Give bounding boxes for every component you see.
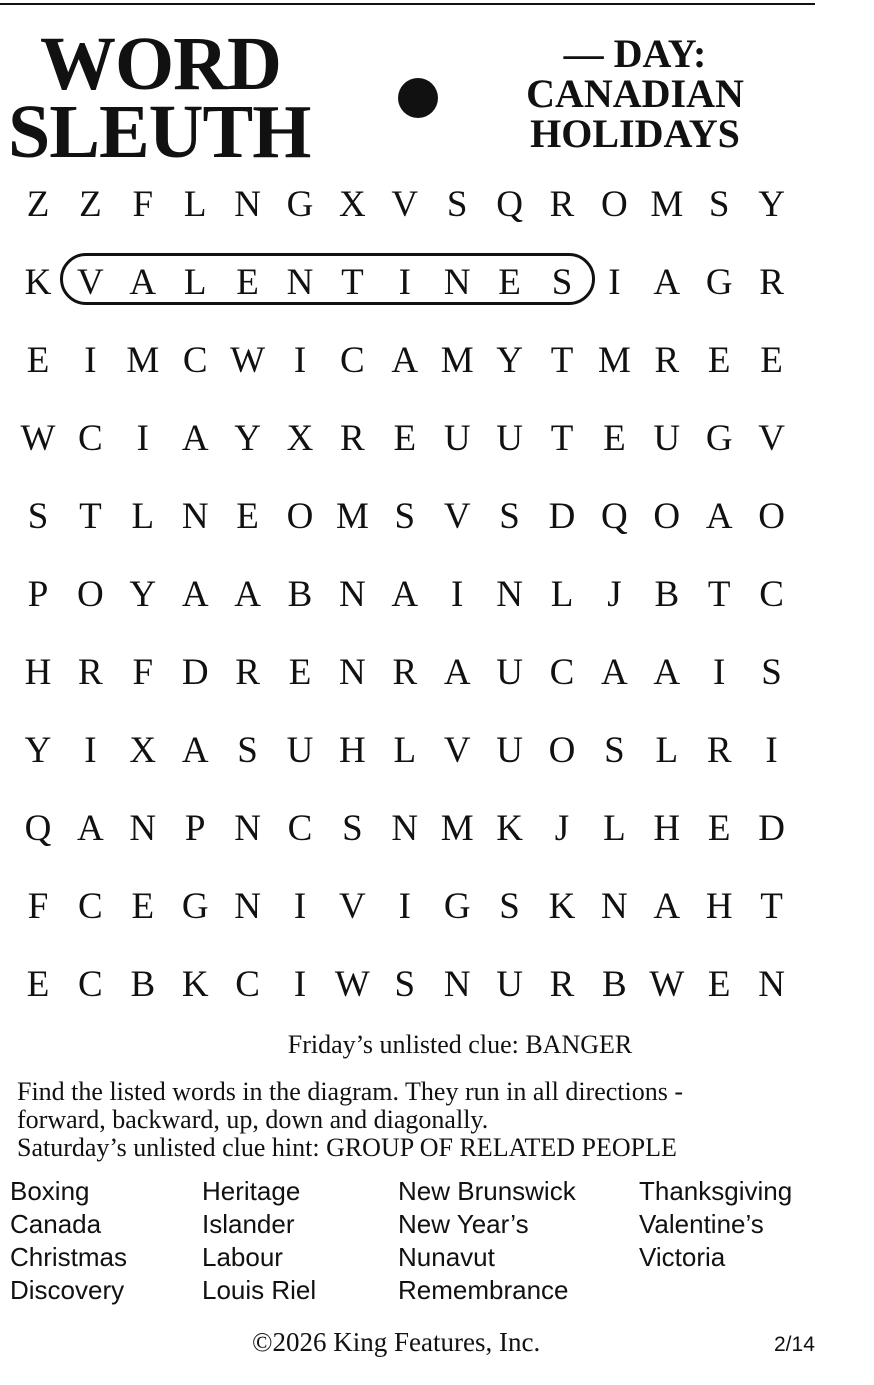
grid-letter[interactable]: B	[130, 964, 156, 1005]
grid-letter[interactable]: Y	[24, 730, 52, 771]
grid-letter[interactable]: M	[440, 340, 474, 381]
title-sleuth: SLEUTH	[8, 90, 311, 174]
grid-letter[interactable]: V	[339, 886, 366, 927]
grid-letter[interactable]: T	[707, 574, 731, 615]
grid-letter[interactable]: C	[287, 808, 313, 849]
grid-letter[interactable]: V	[391, 184, 419, 225]
grid-letter[interactable]: N	[234, 886, 261, 927]
grid-letter[interactable]: W	[649, 964, 685, 1005]
top-rule	[0, 3, 815, 5]
grid-letter[interactable]: L	[603, 808, 626, 849]
grid-letter[interactable]: F	[132, 652, 154, 693]
grid-letter[interactable]: A	[129, 262, 157, 303]
grid-letter[interactable]: C	[182, 340, 208, 381]
grid-letter[interactable]: T	[341, 262, 364, 303]
grid-letter[interactable]: E	[760, 340, 783, 381]
grid-letter[interactable]: C	[235, 964, 260, 1005]
grid-letter[interactable]: S	[237, 730, 258, 771]
word-list-item: New Year’s	[398, 1209, 529, 1239]
grid-letter[interactable]: C	[78, 886, 103, 927]
grid-letter[interactable]: M	[650, 184, 684, 225]
grid-letter[interactable]: Y	[496, 340, 523, 381]
word-list-item: Boxing	[10, 1176, 90, 1206]
word-list-item: Remembrance	[398, 1275, 569, 1305]
date: 2/14	[774, 1333, 815, 1356]
grid-letter[interactable]: V	[443, 730, 471, 771]
unlisted-clue: Friday’s unlisted clue: BANGER	[287, 1030, 633, 1059]
grid-letter[interactable]: J	[554, 808, 570, 849]
grid-letter[interactable]: T	[760, 886, 783, 927]
grid-letter[interactable]: A	[391, 340, 419, 381]
grid-letter[interactable]: S	[394, 964, 416, 1005]
word-list-item: Nunavut	[398, 1242, 495, 1272]
grid-letter[interactable]: M	[440, 808, 474, 849]
grid-letter[interactable]: G	[286, 184, 314, 225]
grid-letter[interactable]: I	[293, 886, 307, 927]
grid-letter[interactable]: G	[181, 886, 209, 927]
grid-letter[interactable]: U	[496, 964, 523, 1005]
grid-letter[interactable]: B	[602, 964, 627, 1005]
grid-letter[interactable]: S	[27, 496, 49, 537]
grid-letter[interactable]: E	[236, 496, 259, 537]
grid-letter[interactable]: U	[286, 730, 314, 771]
grid-letter[interactable]: I	[713, 652, 726, 693]
grid-letter[interactable]: N	[129, 808, 157, 849]
grid-letter[interactable]: S	[446, 184, 468, 225]
grid-letter[interactable]: P	[27, 574, 49, 615]
grid-letter[interactable]: L	[183, 184, 207, 225]
grid-letter[interactable]: I	[398, 886, 411, 927]
grid-letter[interactable]: S	[708, 184, 730, 225]
grid-letter[interactable]: Q	[601, 496, 628, 537]
grid-letter[interactable]: X	[339, 184, 366, 225]
word-list-item: Valentine’s	[639, 1209, 764, 1239]
grid-letter[interactable]: V	[77, 262, 104, 303]
grid-letter[interactable]: C	[78, 418, 103, 459]
grid-letter[interactable]: L	[550, 574, 574, 615]
grid-letter[interactable]: E	[131, 886, 155, 927]
grid-letter[interactable]: H	[339, 730, 366, 771]
grid-letter[interactable]: G	[705, 418, 733, 459]
word-list-column-4	[639, 1175, 792, 1274]
grid-letter[interactable]: E	[393, 418, 417, 459]
grid-letter[interactable]: T	[550, 340, 574, 381]
grid-letter[interactable]: U	[443, 418, 471, 459]
grid-letter[interactable]: L	[183, 262, 207, 303]
grid-letter[interactable]: I	[84, 340, 97, 381]
grid-letter[interactable]: E	[26, 964, 50, 1005]
grid-letter[interactable]: A	[181, 418, 209, 459]
grid-letter[interactable]: N	[339, 574, 366, 615]
grid-letter[interactable]: E	[707, 340, 731, 381]
word-list-item: Thanksgiving	[639, 1176, 793, 1206]
grid-letter[interactable]: R	[706, 730, 732, 771]
grid-letter[interactable]: A	[181, 730, 209, 771]
grid-letter[interactable]: S	[604, 730, 625, 771]
grid-letter[interactable]: A	[234, 574, 261, 615]
grid-letter[interactable]: Q	[24, 808, 52, 849]
grid-letter[interactable]: I	[608, 262, 621, 303]
word-list-column-1	[10, 1175, 127, 1307]
grid-letter[interactable]: A	[391, 574, 419, 615]
grid-letter[interactable]: N	[286, 262, 314, 303]
grid-letter[interactable]: O	[601, 184, 628, 225]
grid-letter[interactable]: E	[603, 418, 626, 459]
grid-letter[interactable]: I	[765, 730, 778, 771]
grid-letter[interactable]: L	[393, 730, 417, 771]
grid-letter[interactable]: R	[78, 652, 103, 693]
grid-letter[interactable]: A	[653, 886, 681, 927]
grid-letter[interactable]: K	[548, 886, 576, 927]
word-list-item: Labour	[202, 1242, 283, 1272]
grid-letter[interactable]: A	[705, 496, 733, 537]
circled-word-valentines	[60, 253, 595, 305]
grid-letter[interactable]: I	[136, 418, 149, 459]
grid-letter[interactable]: O	[548, 730, 576, 771]
grid-letter[interactable]: Z	[79, 184, 102, 225]
theme-line-1: — DAY:	[563, 31, 707, 76]
grid-letter[interactable]: N	[234, 184, 261, 225]
grid-letter[interactable]: K	[496, 808, 523, 849]
grid-letter[interactable]: U	[496, 730, 523, 771]
puzzle-theme	[500, 31, 770, 156]
grid-letter[interactable]: A	[653, 262, 681, 303]
copyright: ©2026 King Features, Inc.	[252, 1327, 541, 1357]
grid-letter[interactable]: C	[340, 340, 365, 381]
grid-letter[interactable]: L	[655, 730, 679, 771]
word-list-item: Heritage	[202, 1176, 301, 1206]
instructions-line-2: forward, backward, up, down and diagonally.	[17, 1105, 489, 1134]
grid-letter[interactable]: I	[398, 262, 411, 303]
grid-letter[interactable]: I	[293, 964, 307, 1005]
grid-letter[interactable]: I	[451, 574, 464, 615]
grid-letter[interactable]: B	[654, 574, 680, 615]
grid-letter[interactable]: T	[79, 496, 102, 537]
word-list-item: Christmas	[10, 1242, 128, 1272]
grid-letter[interactable]: O	[77, 574, 104, 615]
grid-letter[interactable]: I	[293, 340, 307, 381]
grid-letter[interactable]: Q	[496, 184, 523, 225]
grid-letter[interactable]: D	[758, 808, 785, 849]
grid-letter[interactable]: W	[20, 418, 56, 459]
grid-letter[interactable]: R	[340, 418, 365, 459]
grid-letter[interactable]: O	[286, 496, 314, 537]
grid-letter[interactable]: K	[24, 262, 52, 303]
word-list-column-3	[398, 1175, 576, 1307]
grid-letter[interactable]: I	[84, 730, 97, 771]
grid-letter[interactable]: N	[391, 808, 419, 849]
grid-letter[interactable]: A	[653, 652, 681, 693]
grid-letter[interactable]: C	[78, 964, 103, 1005]
grid-letter[interactable]: F	[27, 886, 49, 927]
grid-letter[interactable]: S	[394, 496, 416, 537]
grid-letter[interactable]: T	[550, 418, 574, 459]
grid-letter[interactable]: E	[288, 652, 312, 693]
grid-letter[interactable]: C	[549, 652, 575, 693]
grid-letter[interactable]: D	[181, 652, 209, 693]
instructions	[17, 1078, 817, 1162]
grid-letter[interactable]: S	[342, 808, 363, 849]
word-list-item: Louis Riel	[202, 1275, 317, 1305]
grid-letter[interactable]: S	[551, 262, 573, 303]
grid-letter[interactable]: V	[758, 418, 785, 459]
grid-letter[interactable]: K	[181, 964, 209, 1005]
grid-letter[interactable]: W	[334, 964, 370, 1005]
grid-letter[interactable]: N	[443, 964, 471, 1005]
theme-line-3: HOLIDAYS	[530, 111, 740, 156]
grid-letter[interactable]: E	[707, 808, 731, 849]
word-list-column-2	[202, 1175, 316, 1307]
grid-letter[interactable]: S	[761, 652, 782, 693]
grid-letter[interactable]: A	[601, 652, 628, 693]
grid-letter[interactable]: N	[496, 574, 523, 615]
grid-letter[interactable]: A	[181, 574, 209, 615]
grid-letter[interactable]: C	[759, 574, 784, 615]
grid-letter[interactable]: R	[549, 184, 575, 225]
grid-letter[interactable]: R	[392, 652, 418, 693]
grid-letter[interactable]: E	[498, 262, 521, 303]
grid-letter[interactable]: Z	[26, 184, 50, 225]
grid-letter[interactable]: F	[132, 184, 154, 225]
word-list-item: Canada	[10, 1209, 102, 1239]
grid-letter[interactable]: U	[653, 418, 681, 459]
grid-letter[interactable]: N	[601, 886, 628, 927]
grid-letter[interactable]: R	[654, 340, 680, 381]
grid-letter[interactable]: H	[24, 652, 52, 693]
title-bullet	[398, 78, 438, 118]
grid-letter[interactable]: R	[235, 652, 260, 693]
title-word: WORD	[40, 22, 281, 106]
theme-line-2: CANADIAN	[526, 71, 744, 116]
grid-letter[interactable]: M	[126, 340, 160, 381]
grid-letter[interactable]: L	[131, 496, 155, 537]
instructions-line-3: Saturday’s unlisted clue hint: GROUP OF RELATED PEOPLE	[17, 1133, 677, 1162]
grid-letter[interactable]: H	[653, 808, 681, 849]
grid-letter[interactable]: M	[597, 340, 631, 381]
grid-letter[interactable]: G	[443, 886, 471, 927]
grid-letter[interactable]: R	[759, 262, 784, 303]
grid-letter[interactable]: N	[758, 964, 785, 1005]
grid-letter[interactable]: Y	[234, 418, 261, 459]
grid-letter[interactable]: U	[496, 652, 523, 693]
grid-letter[interactable]: V	[443, 496, 471, 537]
word-list-item: Islander	[202, 1209, 295, 1239]
grid-letter[interactable]: O	[758, 496, 785, 537]
grid-letter[interactable]: E	[26, 340, 50, 381]
grid-letter[interactable]: Y	[129, 574, 157, 615]
grid-letter[interactable]: A	[77, 808, 104, 849]
grid-letter[interactable]: H	[705, 886, 733, 927]
word-list-item: New Brunswick	[398, 1176, 576, 1206]
grid-letter[interactable]: B	[287, 574, 313, 615]
grid-letter[interactable]: A	[443, 652, 471, 693]
grid-letter[interactable]: N	[443, 262, 471, 303]
grid-letter[interactable]: X	[129, 730, 157, 771]
grid-letter[interactable]: N	[234, 808, 261, 849]
grid-letter[interactable]: Y	[758, 184, 785, 225]
grid-letter[interactable]: W	[230, 340, 266, 381]
grid-letter[interactable]: P	[184, 808, 206, 849]
grid-letter[interactable]: S	[499, 496, 520, 537]
grid-letter[interactable]: O	[653, 496, 681, 537]
instructions-line-1: Find the listed words in the diagram. They run in all directions -	[17, 1077, 684, 1106]
grid-letter[interactable]: M	[335, 496, 369, 537]
grid-letter[interactable]: X	[286, 418, 314, 459]
grid-letter[interactable]: N	[181, 496, 209, 537]
grid-letter[interactable]: S	[499, 886, 520, 927]
grid-letter[interactable]: D	[548, 496, 576, 537]
grid-letter[interactable]: J	[607, 574, 622, 615]
grid-letter[interactable]: N	[339, 652, 366, 693]
word-list-item: Victoria	[639, 1242, 726, 1272]
grid-letter[interactable]: R	[549, 964, 575, 1005]
grid-letter[interactable]: E	[236, 262, 259, 303]
grid-letter[interactable]: G	[705, 262, 733, 303]
grid-letter[interactable]: E	[707, 964, 731, 1005]
grid-letter[interactable]: U	[496, 418, 523, 459]
word-list-item: Discovery	[10, 1275, 125, 1305]
